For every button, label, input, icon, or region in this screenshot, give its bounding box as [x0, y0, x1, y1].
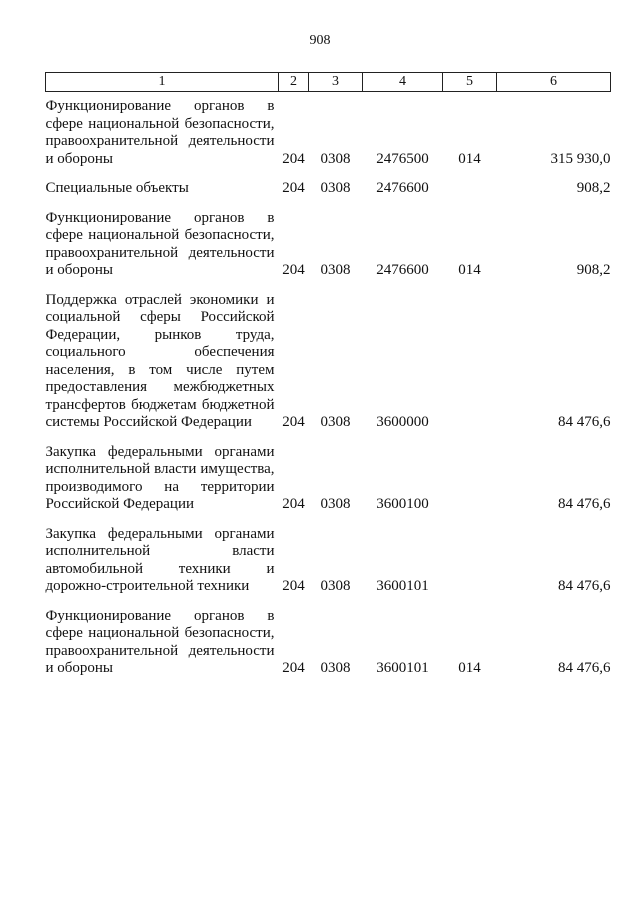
budget-table [45, 72, 611, 678]
row-col-5: 014 [458, 660, 481, 676]
row-amount: 908,2 [576, 180, 611, 196]
row-col-5 [443, 292, 497, 432]
row-description: Специальные объекты [45, 180, 189, 196]
table-row [46, 292, 611, 432]
row-col-4: 3600000 [376, 414, 429, 430]
page-number: 908 [309, 33, 331, 48]
row-col-3: 0308 [320, 262, 351, 278]
table-row [46, 92, 611, 169]
row-col-2: 204 [282, 578, 305, 594]
row-col-4: 2476600 [376, 180, 429, 196]
header-row [46, 73, 611, 92]
row-col-4: 3600100 [376, 496, 429, 512]
table-row [46, 210, 611, 280]
row-col-2: 204 [282, 496, 305, 512]
row-col-3: 0308 [320, 578, 351, 594]
row-description: Функционирование органов в сфере национальной безопасности, правоохранительной деятельности и обороны [45, 98, 275, 167]
row-col-5 [443, 526, 497, 596]
row-col-5 [443, 444, 497, 514]
row-amount: 84 476,6 [558, 496, 611, 512]
table-row [46, 180, 611, 198]
header-col-5: 5 [443, 73, 497, 92]
header-col-3: 3 [309, 73, 363, 92]
row-col-3: 0308 [320, 414, 351, 430]
row-col-3: 0308 [320, 180, 351, 196]
header-col-6: 6 [497, 73, 611, 92]
row-col-3: 0308 [320, 150, 351, 167]
row-amount: 315 930,0 [550, 150, 611, 167]
row-col-5: 014 [458, 150, 481, 167]
row-col-2: 204 [282, 660, 305, 676]
table-row [46, 444, 611, 514]
row-col-2: 204 [282, 180, 305, 196]
row-amount: 84 476,6 [558, 660, 611, 676]
header-col-1: 1 [46, 73, 279, 92]
row-col-3: 0308 [320, 660, 351, 676]
table-row [46, 526, 611, 596]
row-description: Поддержка отраслей экономики и социальной сферы Российской Федерации, рынков труда, социального обеспечения населения, в том числе путем предоставления межбюджетных трансфертов бюджетам бюджетной системы Российской Федерации [45, 291, 275, 430]
row-col-5: 014 [458, 262, 481, 278]
row-col-2: 204 [282, 262, 305, 278]
row-col-2: 204 [282, 414, 305, 430]
header-col-4: 4 [363, 73, 443, 92]
row-description: Закупка федеральными органами исполнительной власти автомобильной техники и дорожно-строительной техники [45, 525, 275, 594]
row-col-4: 3600101 [376, 660, 429, 676]
row-col-3: 0308 [320, 496, 351, 512]
row-amount: 84 476,6 [558, 414, 611, 430]
row-description: Функционирование органов в сфере национальной безопасности, правоохранительной деятельности и обороны [45, 607, 275, 676]
row-col-4: 3600101 [376, 578, 429, 594]
row-col-4: 2476600 [376, 262, 429, 278]
row-col-2: 204 [282, 150, 305, 167]
table-row [46, 608, 611, 678]
row-col-4: 2476500 [376, 150, 429, 167]
row-description: Функционирование органов в сфере национальной безопасности, правоохранительной деятельности и обороны [45, 209, 275, 278]
row-description: Закупка федеральными органами исполнительной власти имущества, производимого на территории Российской Федерации [45, 443, 275, 512]
row-col-5 [443, 180, 497, 198]
row-amount: 84 476,6 [558, 578, 611, 594]
header-col-2: 2 [279, 73, 309, 92]
row-amount: 908,2 [576, 262, 611, 278]
